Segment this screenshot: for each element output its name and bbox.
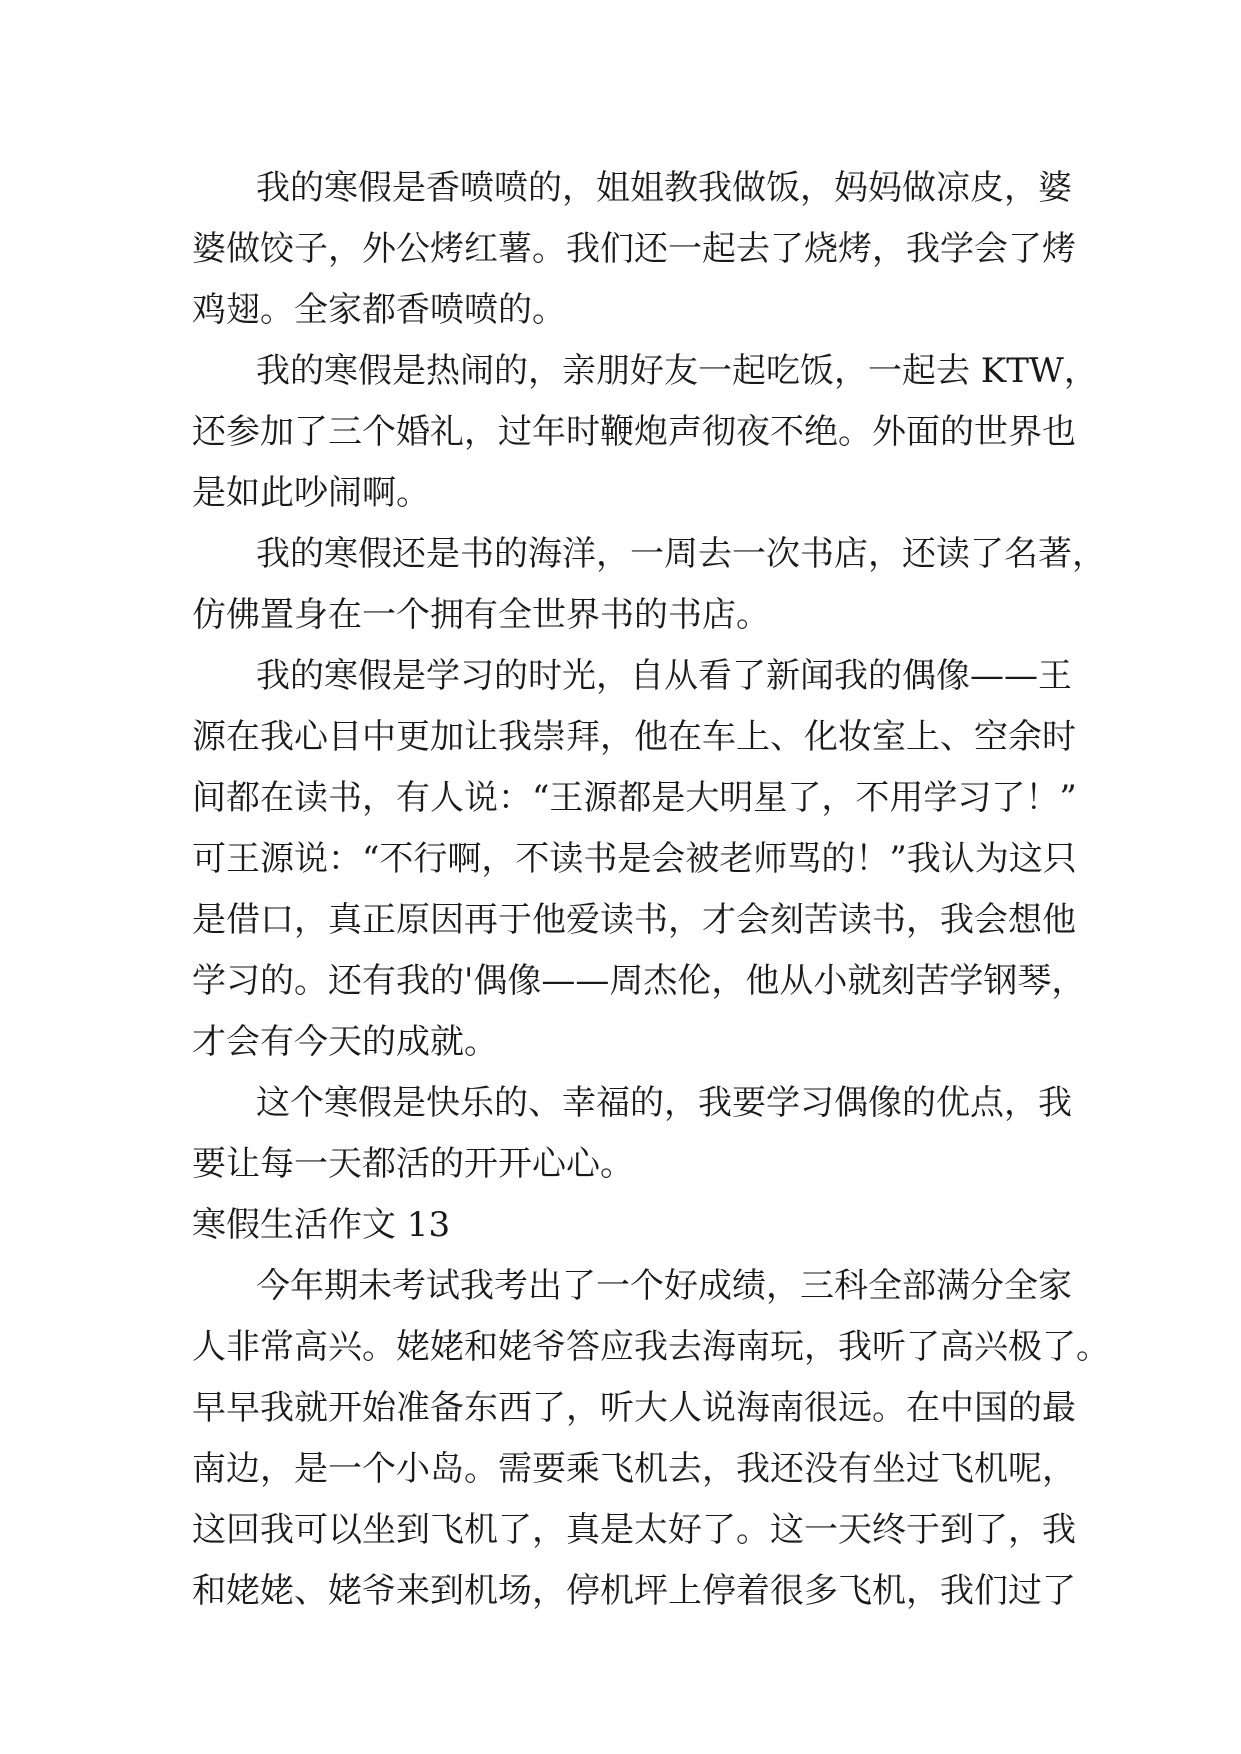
text-line: 我的寒假是学习的时光，自从看了新闻我的偶像——王 — [256, 656, 1072, 696]
text-line: 我的寒假是香喷喷的，姐姐教我做饭，妈妈做凉皮，婆 — [256, 168, 1072, 208]
text-line: 我的寒假是热闹的，亲朋好友一起吃饭，一起去 KTW， — [256, 351, 1098, 391]
text-line: 南边，是一个小岛。需要乘飞机去，我还没有坐过飞机呢， — [192, 1449, 1076, 1489]
text-line: 我的寒假还是书的海洋，一周去一次书店，还读了名著， — [256, 534, 1106, 574]
paragraph — [192, 646, 1086, 1073]
paragraph — [192, 158, 1076, 341]
text-line: 可王源说：“不行啊，不读书是会被老师骂的！”我认为这只 — [192, 839, 1077, 879]
text-line: 今年期未考试我考出了一个好成绩，三科全部满分全家 — [256, 1266, 1072, 1306]
text-line: 是借口，真正原因再于他爱读书，才会刻苦读书，我会想他 — [192, 900, 1076, 940]
text-line: 要让每一天都活的开开心心。 — [192, 1144, 634, 1184]
document-body — [192, 158, 1110, 1622]
text-line: 婆做饺子，外公烤红薯。我们还一起去了烧烤，我学会了烤 — [192, 229, 1076, 269]
text-line: 和姥姥、姥爷来到机场，停机坪上停着很多飞机，我们过了 — [192, 1571, 1076, 1611]
section-heading: 寒假生活作文 13 — [192, 1205, 451, 1245]
text-line: 人非常高兴。姥姥和姥爷答应我去海南玩，我听了高兴极了。 — [192, 1327, 1110, 1367]
text-line: 这回我可以坐到飞机了，真是太好了。这一天终于到了，我 — [192, 1510, 1076, 1550]
text-line: 这个寒假是快乐的、幸福的，我要学习偶像的优点，我 — [256, 1083, 1072, 1123]
text-line: 仿佛置身在一个拥有全世界书的书店。 — [192, 595, 770, 635]
text-line: 才会有今天的成就。 — [192, 1022, 498, 1062]
text-line: 鸡翅。全家都香喷喷的。 — [192, 290, 566, 330]
text-line: 间都在读书，有人说：“王源都是大明星了，不用学习了！” — [192, 778, 1077, 818]
paragraph — [192, 1256, 1110, 1622]
paragraph — [192, 1073, 1072, 1195]
text-line: 是如此吵闹啊。 — [192, 473, 430, 513]
text-line: 还参加了三个婚礼，过年时鞭炮声彻夜不绝。外面的世界也 — [192, 412, 1076, 452]
text-line: 学习的。还有我的'偶像——周杰伦，他从小就刻苦学钢琴， — [192, 961, 1086, 1001]
paragraph — [192, 524, 1106, 646]
text-line: 源在我心目中更加让我崇拜，他在车上、化妆室上、空余时 — [192, 717, 1076, 757]
text-line: 早早我就开始准备东西了，听大人说海南很远。在中国的最 — [192, 1388, 1076, 1428]
paragraph — [192, 341, 1098, 524]
